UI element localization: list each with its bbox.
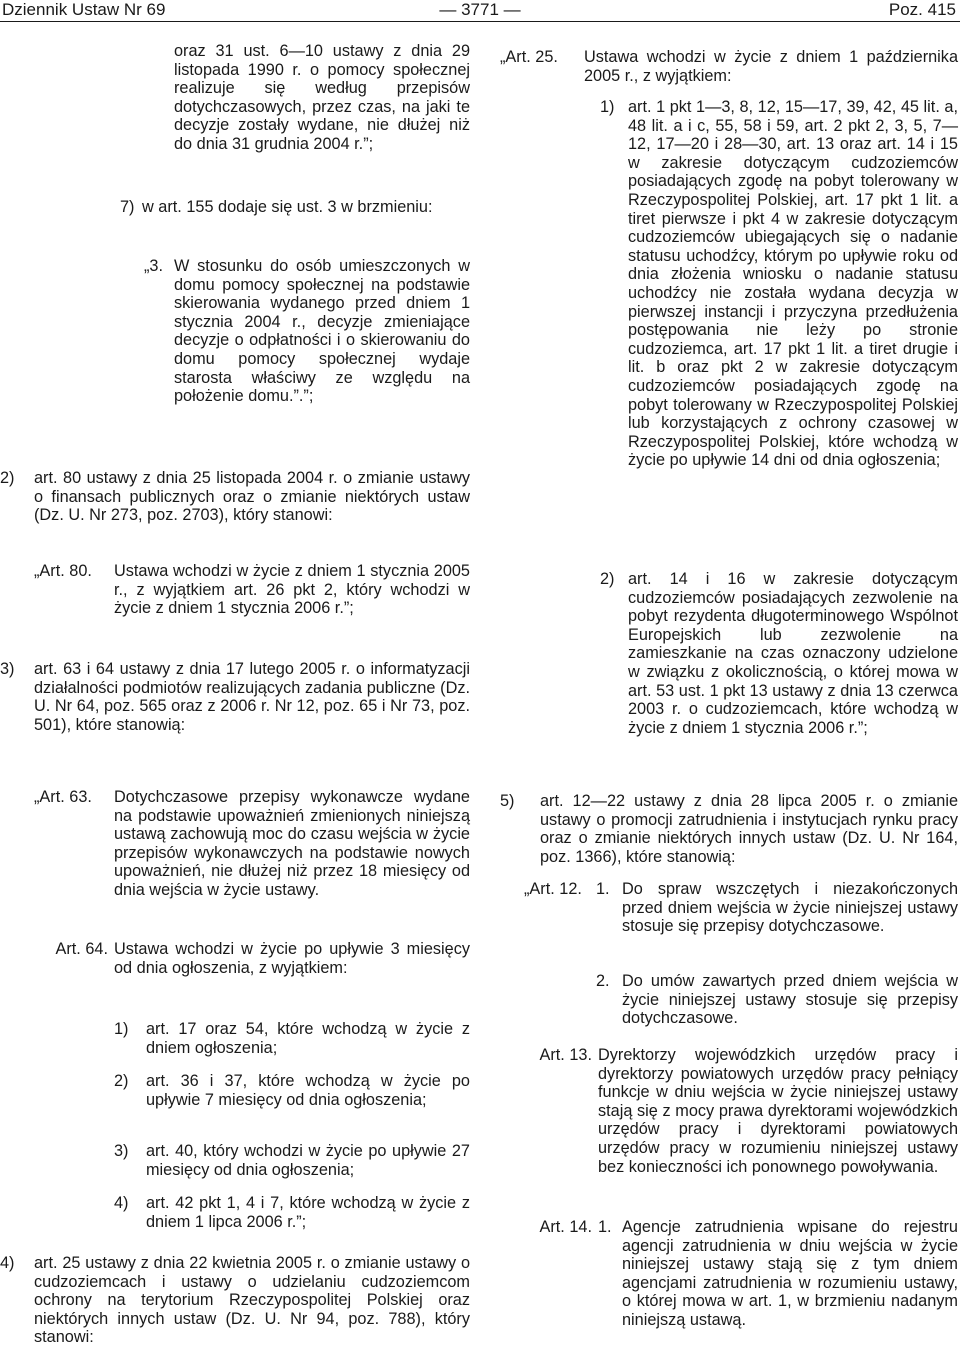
list-item-label: 4) xyxy=(0,1254,15,1272)
list-item-label: 7) xyxy=(120,198,135,216)
page-header xyxy=(0,0,960,24)
article-text: Ustawa wchodzi w życie po upływie 3 miesięcy od dnia ogłoszenia, z wyjątkiem: xyxy=(114,940,470,977)
article-text: Ustawa wchodzi w życie z dniem 1 października 2005 r., z wyjątkiem: xyxy=(584,48,958,85)
quoted-article-3 xyxy=(144,257,470,406)
article-label: „Art. 80. xyxy=(34,562,92,580)
page-number: — 3771 — xyxy=(439,0,521,19)
journal-title: Dziennik Ustaw Nr 69 xyxy=(2,0,166,19)
point-text: art. 36 i 37, które wchodzą w życie po upływie 7 miesięcy od dnia ogłoszenia; xyxy=(146,1072,470,1109)
art25-point-2 xyxy=(600,570,958,737)
point-label: 2. xyxy=(596,972,610,990)
list-item-4 xyxy=(0,1254,470,1347)
article-14 xyxy=(524,1218,958,1330)
point-label: 2) xyxy=(114,1072,129,1090)
point-label: 4) xyxy=(114,1194,129,1212)
point-label: 1. xyxy=(598,1218,612,1236)
article-label: Art. 14. xyxy=(539,1218,592,1236)
point-text: art. 40, który wchodzi w życie po upływie 27 miesięcy od dnia ogłoszenia; xyxy=(146,1142,470,1179)
list-item-text: w art. 155 dodaje się ust. 3 w brzmieniu: xyxy=(142,198,433,216)
article-label: „Art. 25. xyxy=(500,48,558,66)
list-item-text: art. 63 i 64 ustawy z dnia 17 lutego 2005 r. o informatyzacji działalności podmiotów realizujących zadania publiczne (Dz. U. Nr 64, poz. 565 oraz z 2006 r. Nr 12, poz. 65 i Nr 73, poz. 501), które stanowią: xyxy=(34,660,470,734)
article-label: „Art. 12. xyxy=(524,880,582,898)
article-text: Dotychczasowe przepisy wykonawcze wydane na podstawie upoważnień zmienionych niniejszą ustawą zachowują moc do czasu wejścia w życie przepisów wykonawczych na podstawie nowych upoważnień, nie dłużej niż przez 18 miesięcy od dnia wejścia w życie ustawy. xyxy=(114,788,470,899)
list-item-label: 2) xyxy=(0,469,15,487)
list-item-text: art. 80 ustawy z dnia 25 listopada 2004 r. o zmianie ustawy o finansach publicznych oraz o zmianie niektórych ustaw (Dz. U. Nr 273, poz. 2703), który stanowi: xyxy=(34,469,470,525)
quoted-article-80 xyxy=(34,562,470,618)
art64-point-3 xyxy=(114,1142,470,1179)
list-item-2 xyxy=(0,469,470,525)
article-text: Agencje zatrudnienia wpisane do rejestru agencji zatrudnienia w dniu wejścia w życie niniejszej ustawy stają się z tym dniem agencjami zatrudnienia w rozumieniu ustawy, o której mowa w art. 1, w brzmieniu nadanym niniejszą ustawą. xyxy=(622,1218,958,1329)
header-rule xyxy=(0,21,960,22)
point-text: Do spraw wszczętych i niezakończonych przed dniem wejścia w życie niniejszej ustawy stosuje się przepisy dotychczasowe. xyxy=(622,880,958,936)
point-label: 1) xyxy=(114,1020,129,1038)
list-item-text: art. 12—22 ustawy z dnia 28 lipca 2005 r. o zmianie ustawy o promocji zatrudnienia i instytucjach rynku pracy oraz o zmianie niektórych innych ustaw (Dz. U. Nr 164, poz. 1366), które stanowią: xyxy=(540,792,958,866)
article-text: Ustawa wchodzi w życie z dniem 1 stycznia 2005 r., z wyjątkiem art. 26 pkt 2, który wchodzi w życie z dniem 1 stycznia 2006 r.”; xyxy=(114,562,470,618)
point-text: art. 17 oraz 54, które wchodzą w życie z dniem ogłoszenia; xyxy=(146,1020,470,1057)
point-text: art. 14 i 16 w zakresie dotyczącym cudzoziemców posiadających zezwolenie na pobyt rezydenta długoterminowego Wspólnot Europejskich lub zezwolenie na zamieszkanie na czas oznaczony udzielone w związku z okolicznością, o której mowa w art. 53 ust. 1 pkt 13 ustawy z dnia 13 czerwca 2003 r. o cudzoziemcach, które wchodzą w życie z dniem 1 stycznia 2006 r.”; xyxy=(628,570,958,737)
article-label: Art. 64. xyxy=(55,940,108,958)
point-text: art. 1 pkt 1—3, 8, 12, 15—17, 39, 42, 45 lit. a, 48 lit. a i c, 55, 58 i 59, art. 2 pkt 2, 3, 5, 7—12, 17—20 i 28—30, art. 13 oraz art. 14 i 15 w zakresie dotyczącym cudzoziemców posiadających zgodę na pobyt tolerowany w Rzeczypospolitej Polskiej, art. 17 pkt 1 lit. a tiret pierwsze i pkt 4 w zakresie dotyczącym cudzoziemców ubiegających się o nadanie statusu uchodźcy, którym po upływie roku od dnia złożenia wniosku o nadanie statusu uchodźcy nie została wydana decyzja w pierwszej instancji i przyczyna przedłużenia postępowania nie leży po stronie cudzoziemca, art. 17 pkt 1 lit. a tiret drugie i lit. b oraz pkt 2 w zakresie dotyczącym cudzoziemców posiadających zgodę na pobyt tolerowany w Rzeczypospolitej Polskiej lub korzystających z ochrony czasowej w Rzeczypospolitej Polskiej, które wchodzą w życie po upływie 14 dni od dnia ogłoszenia; xyxy=(628,98,958,470)
point-label: 2) xyxy=(600,570,615,588)
list-item-5 xyxy=(500,792,958,866)
list-item-3 xyxy=(0,660,470,734)
list-item-label: 3) xyxy=(0,660,15,678)
art64-point-2 xyxy=(114,1072,470,1109)
article-64 xyxy=(34,940,470,977)
point-label: 1. xyxy=(596,880,610,898)
art12-point-2 xyxy=(596,972,958,1028)
point-text: art. 42 pkt 1, 4 i 7, które wchodzą w życie z dniem 1 lipca 2006 r.”; xyxy=(146,1194,470,1231)
position-number: Poz. 415 xyxy=(888,0,956,19)
list-item-text: art. 25 ustawy z dnia 22 kwietnia 2005 r. o zmianie ustawy o cudzoziemcach i ustawy o udzielaniu cudzoziemcom ochrony na terytorium Rzeczypospolitej Polskiej oraz niektórych innych ustaw (Dz. U. Nr 94, poz. 788), który stanowi: xyxy=(34,1254,470,1347)
point-label: 1) xyxy=(600,98,615,116)
article-text: W stosunku do osób umieszczonych w domu pomocy społecznej na podstawie skierowania wydanego przed dniem 1 stycznia 2004 r., decyzje zmieniające decyzje o odpłatności i o skierowaniu do domu pomocy społecznej wydaje starosta właściwy ze względu na położenie domu.”.”; xyxy=(174,257,470,406)
article-label: Art. 13. xyxy=(539,1046,592,1064)
article-13 xyxy=(524,1046,958,1176)
point-label: 3) xyxy=(114,1142,129,1160)
list-item-7 xyxy=(120,198,470,217)
article-label: „3. xyxy=(144,257,164,275)
art25-point-1 xyxy=(600,98,958,470)
art64-point-4 xyxy=(114,1194,470,1231)
quoted-article-25 xyxy=(500,48,958,85)
quoted-article-12 xyxy=(524,880,958,936)
article-label: „Art. 63. xyxy=(34,788,92,806)
list-item-label: 5) xyxy=(500,792,515,810)
quoted-article-63 xyxy=(34,788,470,900)
intro-paragraph: oraz 31 ust. 6—10 ustawy z dnia 29 listopada 1990 r. o pomocy społecznej realizuje się według przepisów dotychczasowych, przez czas, na jaki te decyzje zostały wydane, nie dłużej niż do dnia 31 grudnia 2004 r.”; xyxy=(174,42,470,153)
art64-point-1 xyxy=(114,1020,470,1057)
article-text: Dyrektorzy wojewódzkich urzędów pracy i dyrektorzy powiatowych urzędów pracy pełniący funkcje w dniu wejścia w życie niniejszej ustawy stają się z mocy prawa dyrektorami wojewódzkich urzędów pracy i dyrektorami powiatowych urzędów pracy w rozumieniu niniejszej ustawy bez konieczności ich ponownego powoływania. xyxy=(598,1046,958,1176)
point-text: Do umów zawartych przed dniem wejścia w życie niniejszej ustawy stosuje się przepisy dotychczasowe. xyxy=(622,972,958,1028)
